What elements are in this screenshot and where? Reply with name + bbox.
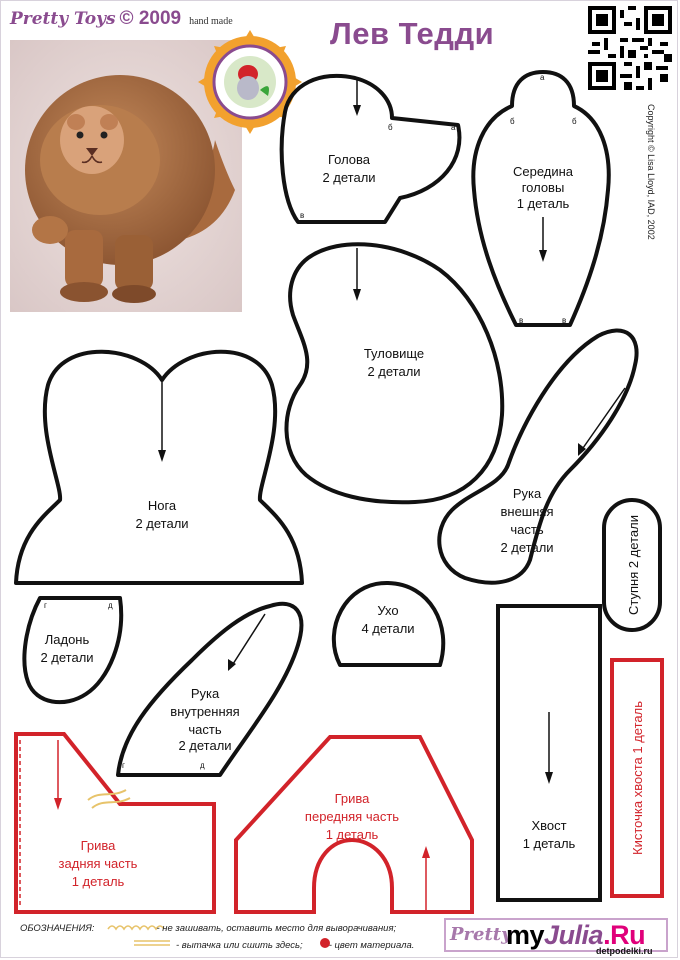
pattern-palm (24, 598, 121, 702)
pattern-leg (16, 352, 302, 583)
source-site[interactable]: detpodelki.ru (596, 946, 653, 956)
legend-item-open: - не зашивать, оставить место для выворачивания; (156, 923, 397, 934)
head-middle-mark-b1: б (510, 117, 515, 126)
palm-count: 2 детали (40, 650, 94, 665)
arm-inner-mark-g: г (122, 761, 125, 770)
logo-julia: Julia (544, 920, 604, 950)
tail-name: Хвост (531, 818, 567, 833)
head-middle-mark-v1: в (519, 316, 524, 325)
pattern-ear (334, 583, 443, 665)
palm-mark-g: г (44, 601, 47, 610)
pattern-head-middle (473, 72, 608, 325)
head-middle-mark-b2: б (572, 117, 577, 126)
brand-year: © 2009 (119, 8, 182, 29)
legend (20, 920, 414, 954)
tail-tip-label: Кисточка хвоста 1 деталь (630, 701, 645, 855)
copyright-note (642, 104, 680, 264)
mane-front-name2: передняя часть (304, 809, 400, 824)
tail-count: 1 деталь (522, 836, 576, 851)
arm-inner-name1: Рука (190, 686, 220, 701)
pattern-tail-tip (612, 660, 662, 896)
logo-my: my (506, 920, 545, 950)
body-count: 2 детали (367, 364, 421, 379)
arm-inner-count: 2 детали (178, 738, 232, 753)
leg-name: Нога (147, 498, 177, 513)
body-name: Туловище (363, 346, 425, 361)
mane-back-name2: задняя часть (58, 856, 138, 871)
head-count: 2 детали (322, 170, 376, 185)
head-middle-mark-v2: в (562, 316, 567, 325)
mane-back-name1: Грива (80, 838, 116, 853)
mane-front-name1: Грива (334, 791, 370, 806)
pattern-mane-front (236, 737, 472, 912)
arm-outer-name2: внешняя (500, 504, 554, 519)
page-title: Лев Тедди (330, 16, 495, 51)
pattern-foot (604, 500, 660, 630)
foot-label: Ступня 2 детали (626, 515, 641, 615)
ear-count: 4 детали (361, 621, 415, 636)
mane-back-count: 1 деталь (71, 874, 125, 889)
mane-front-count: 1 деталь (325, 827, 379, 842)
legend-item-dart: - вытачка или сшить здесь; (176, 940, 303, 951)
ear-name: Ухо (377, 603, 399, 618)
craft-badge (198, 30, 302, 134)
footer-logo-pretty: Pretty (450, 924, 512, 945)
arm-outer-count: 2 детали (500, 540, 554, 555)
arm-outer-name1: Рука (512, 486, 542, 501)
arm-inner-mark-d: д (200, 761, 205, 770)
head-middle-name1: Середина (512, 164, 574, 179)
head-middle-count: 1 деталь (516, 196, 570, 211)
pattern-body (286, 244, 502, 502)
qr-code (588, 6, 672, 90)
arm-inner-name3: часть (188, 722, 222, 737)
legend-item-material: - цвет материала. (328, 940, 415, 951)
head-mark-b: б (388, 123, 393, 132)
legend-heading: ОБОЗНАЧЕНИЯ: (20, 923, 95, 934)
arm-inner-name2: внутренняя (170, 704, 240, 719)
pattern-arm-inner (118, 604, 301, 775)
pattern-head (282, 76, 460, 222)
palm-mark-d: д (108, 601, 113, 610)
leg-count: 2 детали (135, 516, 189, 531)
brand-name: Pretty Toys (10, 9, 116, 29)
pattern-arm-outer (439, 331, 636, 583)
pattern-tail (498, 606, 600, 900)
arm-outer-name3: часть (510, 522, 544, 537)
palm-name: Ладонь (44, 632, 90, 647)
head-middle-mark-a: а (540, 73, 545, 82)
head-middle-name2: головы (521, 180, 565, 195)
head-name: Голова (327, 152, 371, 167)
head-mark-v: в (300, 211, 305, 220)
head-mark-a: а (451, 123, 456, 132)
copyright-text: Copyright © Lisa Lloyd, IAD, 2002 (646, 104, 656, 240)
pattern-mane-back (16, 734, 214, 912)
logo-ru: .Ru (603, 920, 646, 950)
brand-note: hand made (189, 16, 233, 27)
